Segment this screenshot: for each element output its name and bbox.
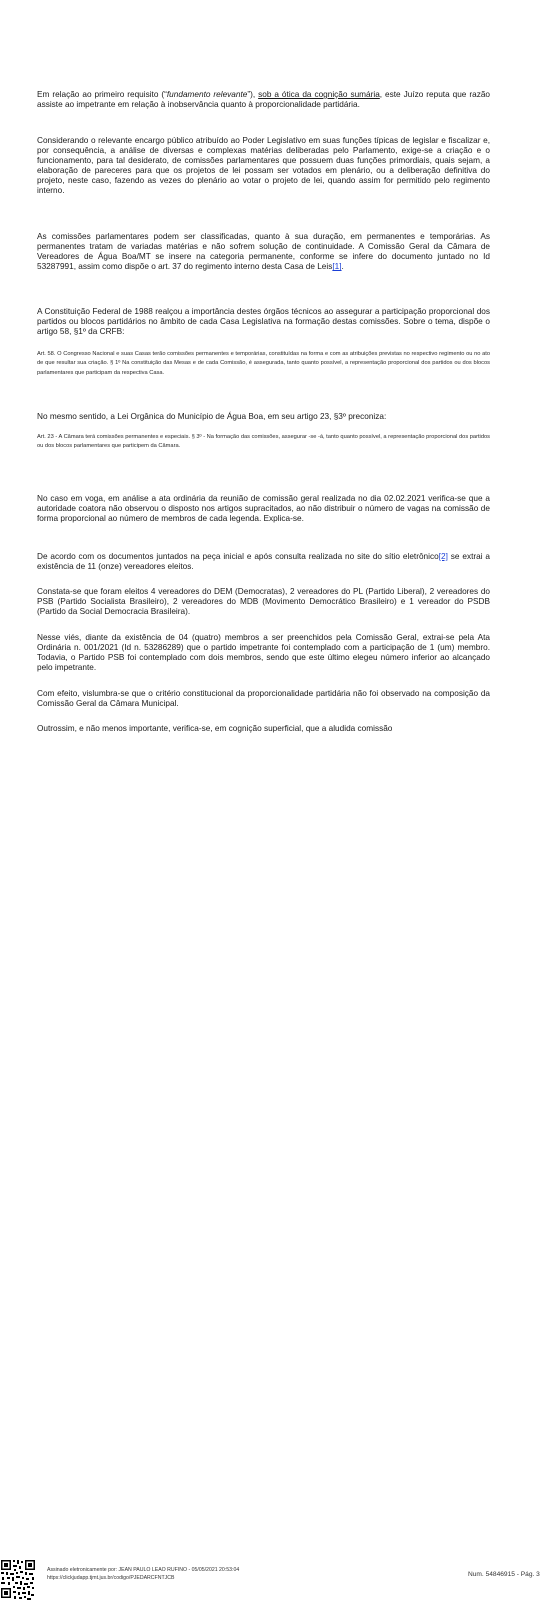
verification-url[interactable]: https://clickjudapp.tjmt.jus.br/codigo/PJEDARCFNTJCB: [47, 1574, 175, 1581]
footnote-link-2[interactable]: [2]: [438, 552, 448, 561]
document-footer: [0, 778, 540, 1581]
signature-block: [47, 1567, 239, 1582]
paragraph-elected-councilors: [37, 552, 490, 572]
qr-code-icon[interactable]: [0, 1558, 36, 1601]
text-run: se extrai a existência de 11 (onze) vereadores eleitos.: [37, 552, 490, 572]
paragraph-case-analysis: No caso em voga, em análise a ata ordinária da reunião de comissão geral realizada no dia 02.02.2021 verifica-se que a autoridade coatora não observou o disposto nos artigos supracitados, ao não distribuir o número de vagas na comissão de forma proporcional ao número de membros de cada legenda. Explica-se.: [37, 494, 490, 524]
text-run: ”),: [247, 90, 259, 99]
quote-art-23: Art. 23 - A Câmara terá comissões permanentes e especiais. § 3º - Na formação das comissões, assegurar -se -á, tanto quanto possível, a representação proporcional dos partidos ou dos blocos parlamentares que participem da Câmara.: [37, 434, 490, 450]
text-run: .: [341, 262, 344, 272]
text-run: As comissões parlamentares podem ser classificadas, quanto à sua duração, em permanentes e temporárias. As permanentes tratam de variadas matérias e não sofrem solução de continuidade. A Comissão Geral da Câmara de Vereadores de Água Boa/MT se insere na categoria permanente, conforme se infere do documento juntado no Id 53287991, assim como dispõe o art. 37 do regimento interno desta Casa de Leis: [37, 232, 490, 272]
paragraph-commission-types: [37, 232, 490, 272]
paragraph-first-requirement: [37, 90, 490, 110]
paragraph-legislative-functions: Considerando o relevante encargo público atribuído ao Poder Legislativo em suas funções típicas de legislar e fiscalizar e, por consequência, a análise de diversas e complexas matérias deliberadas pelo Parlamento, exige-se a criação e o funcionamento, para tal desiderato, de comissões parlamentares que possuem duas funções primordiais, quais sejam, a elaboração de pareceres para que os projetos de lei possam ser votados em plenário, ou a deliberação definitiva do projeto, neste caso, fazendo as vezes do plenário ao votar o projeto de lei, quando assim for permitido pelo regimento interno.: [37, 136, 490, 196]
paragraph-continuation: Outrossim, e não menos importante, verifica-se, em cognição superficial, que a aludida comissão: [37, 724, 393, 733]
footnote-link-1[interactable]: [1]: [332, 262, 342, 272]
italic-term: fundamento relevante: [166, 90, 248, 99]
text-run: , este Juízo reputa que razão assiste ao impetrante em relação à inobservância quanto à proporcionalidade partidária.: [37, 90, 490, 110]
underlined-phrase: sob a ótica da cognição sumária: [258, 90, 380, 99]
paragraph-constitution: A Constituição Federal de 1988 realçou a importância destes órgãos técnicos ao assegurar a participação proporcional dos partidos ou blocos partidários no âmbito de cada Casa Legislativa na formação destas comissões. Sobre o tema, dispõe o artigo 58, §1º da CRFB:: [37, 307, 490, 337]
paragraph-conclusion: Com efeito, vislumbra-se que o critério constitucional da proporcionalidade partidária não foi observado na composição da Comissão Geral da Câmara Municipal.: [37, 689, 490, 709]
document-number: Num. 54846915 - Pág. 3: [468, 1571, 540, 1578]
paragraph-party-breakdown: Constata-se que foram eleitos 4 vereadores do DEM (Democratas), 2 vereadores do PL (Partido Liberal), 2 vereadores do PSB (Partido Socialista Brasileiro), 2 vereadores do MDB (Movimento Democrático Brasileiro) e 1 vereador do PSDB (Partido da Social Democracia Brasileira).: [37, 587, 490, 617]
quote-art-58: Art. 58. O Congresso Nacional e suas Casas terão comissões permanentes e temporárias, constituídas na forma e com as atribuições previstas no respectivo regimento ou no ato de que resultar sua criação. § 1º Na constituição das Mesas e de cada Comissão, é assegurada, tanto quanto possível, a representação proporcional dos partidos ou dos blocos parlamentares que participam da respectiva Casa.: [37, 351, 490, 376]
text-run: Em relação ao primeiro requisito (“: [37, 90, 167, 99]
paragraph-commission-members: Nesse viés, diante da existência de 04 (quatro) membros a ser preenchidos pela Comissão Geral, extrai-se pela Ata Ordinária n. 001/2021 (Id n. 53286289) que o partido impetrante foi contemplado com a participação de 1 (um) membro. Todavia, o Partido PSB foi contemplado com dois membros, sendo que este último elegeu número inferior ao alcançado pelo impetrante.: [37, 633, 490, 673]
text-run: De acordo com os documentos juntados na peça inicial e após consulta realizada no site do sítio eletrônico: [37, 552, 439, 561]
signed-by-text: Assinado eletronicamente por: JEAN PAULO LEAO RUFINO - 05/05/2021 20:53:04: [47, 1567, 240, 1573]
paragraph-organic-law: No mesmo sentido, a Lei Orgânica do Município de Água Boa, em seu artigo 23, §3º preconiza:: [37, 412, 387, 421]
